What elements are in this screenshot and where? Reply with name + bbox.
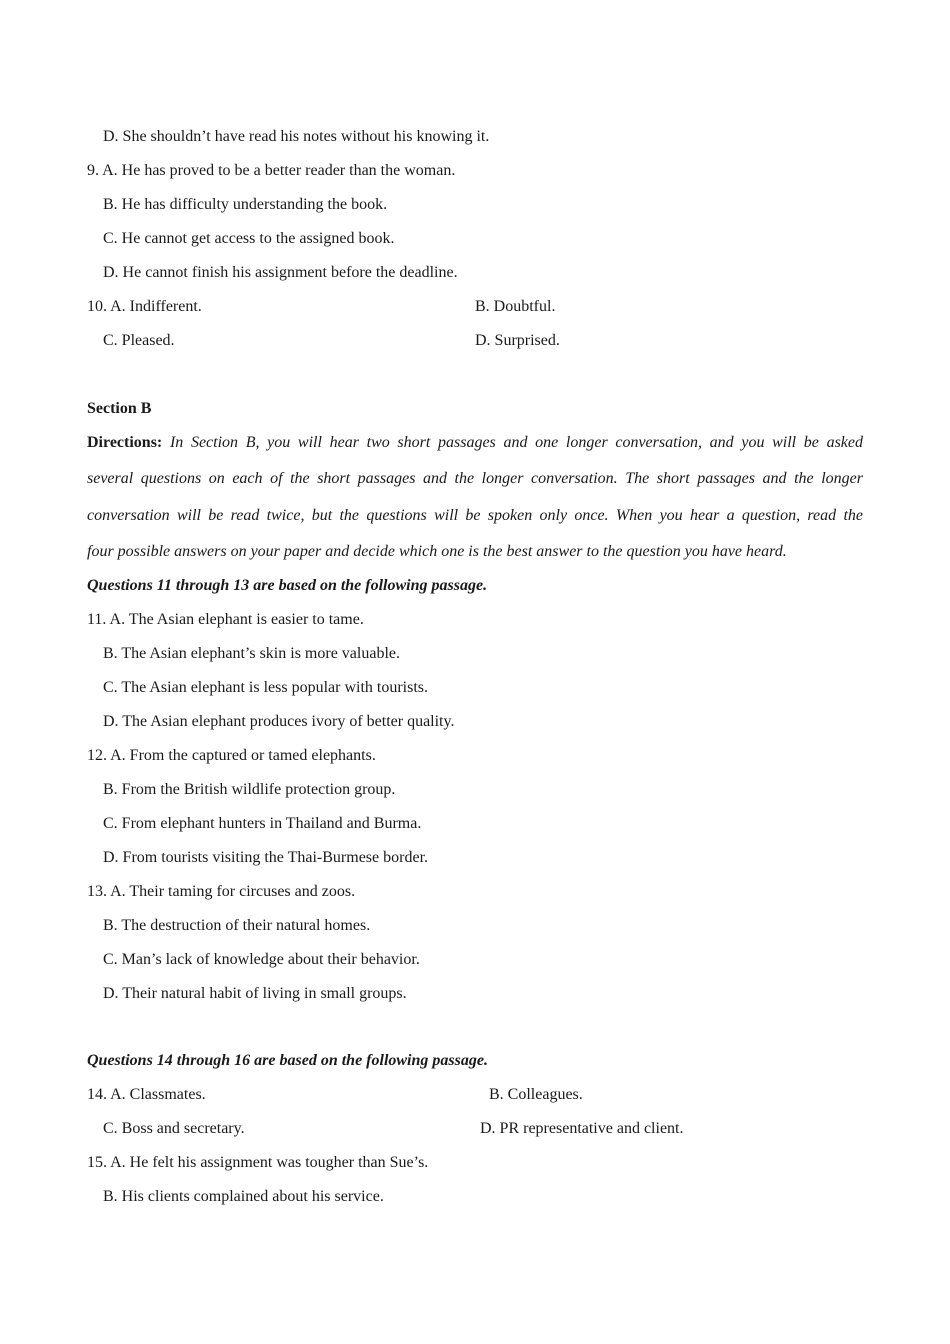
q13-option-d: D. Their natural habit of living in small groups. <box>103 985 407 1002</box>
directions-line-1 <box>87 433 863 453</box>
q11-option-d: D. The Asian elephant produces ivory of better quality. <box>103 713 455 730</box>
passage-2-header: Questions 14 through 16 are based on the following passage. <box>87 1052 488 1069</box>
q9-option-c: C. He cannot get access to the assigned book. <box>103 230 395 247</box>
q11-option-b: B. The Asian elephant’s skin is more valuable. <box>103 645 400 662</box>
q11-option-a: 11. A. The Asian elephant is easier to tame. <box>87 611 364 628</box>
q11-option-c: C. The Asian elephant is less popular with tourists. <box>103 679 429 696</box>
q14-option-b: B. Colleagues. <box>489 1086 583 1103</box>
q15-option-b: B. His clients complained about his service. <box>103 1188 384 1205</box>
q8-option-d: D. She shouldn’t have read his notes without his knowing it. <box>103 128 490 145</box>
passage-1-header: Questions 11 through 13 are based on the following passage. <box>87 577 488 594</box>
q13-option-b: B. The destruction of their natural homes. <box>103 917 371 934</box>
q12-option-d: D. From tourists visiting the Thai-Burmese border. <box>103 849 429 866</box>
q12-option-c: C. From elephant hunters in Thailand and Burma. <box>103 815 422 832</box>
q12-option-b: B. From the British wildlife protection group. <box>103 781 396 798</box>
q10-option-a: 10. A. Indifferent. <box>87 298 202 315</box>
directions-line-2: several questions on each of the short passages and the longer conversation. The short passages and the longer <box>87 470 863 487</box>
q13-option-a: 13. A. Their taming for circuses and zoos. <box>87 883 356 900</box>
section-b-title: Section B <box>87 400 152 417</box>
q9-option-d: D. He cannot finish his assignment before the deadline. <box>103 264 458 281</box>
q9-option-b: B. He has difficulty understanding the book. <box>103 196 388 213</box>
q10-option-c: C. Pleased. <box>103 332 175 349</box>
directions-label: Directions: <box>87 434 163 451</box>
directions-line-4: four possible answers on your paper and decide which one is the best answer to the question you have heard. <box>87 543 787 560</box>
directions-text-1: In Section B, you will hear two short passages and one longer conversation, and you will be asked <box>169 434 864 451</box>
directions-line-3: conversation will be read twice, but the questions will be spoken only once. When you hear a question, read the <box>87 507 863 524</box>
q14-option-d: D. PR representative and client. <box>480 1120 684 1137</box>
q10-option-b: B. Doubtful. <box>475 298 556 315</box>
q14-option-a: 14. A. Classmates. <box>87 1086 206 1103</box>
q14-option-c: C. Boss and secretary. <box>103 1120 245 1137</box>
q10-option-d: D. Surprised. <box>475 332 560 349</box>
q15-option-a: 15. A. He felt his assignment was tougher than Sue’s. <box>87 1154 429 1171</box>
q9-option-a: 9. A. He has proved to be a better reader than the woman. <box>87 162 456 179</box>
q13-option-c: C. Man’s lack of knowledge about their behavior. <box>103 951 420 968</box>
q12-option-a: 12. A. From the captured or tamed elephants. <box>87 747 376 764</box>
